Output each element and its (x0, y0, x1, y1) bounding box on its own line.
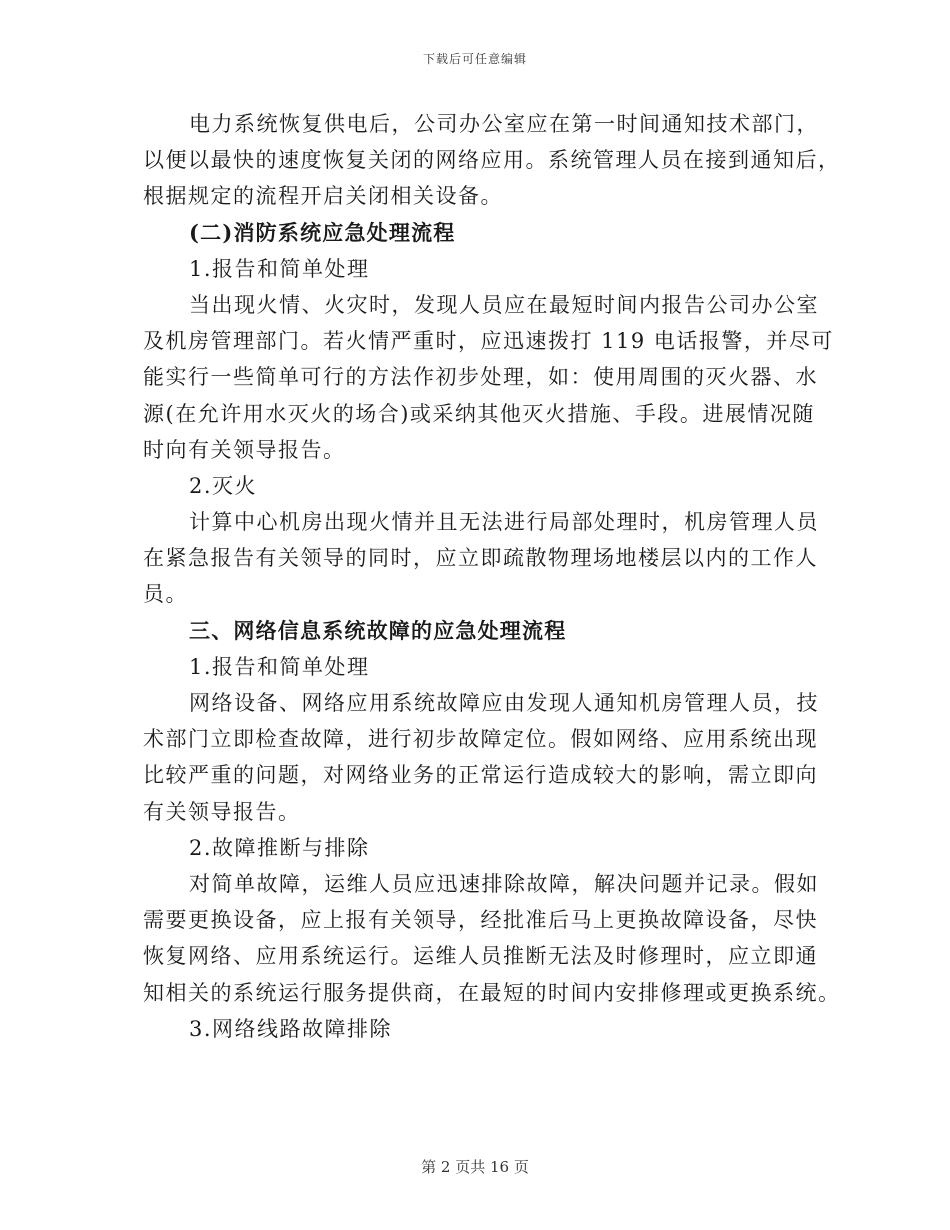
text-line: 在紧急报告有关领导的同时，应立即疏散物理场地楼层以内的工作人 (143, 546, 818, 571)
text-line: 对简单故障，运维人员应迅速排除故障，解决问题并记录。假如 (189, 871, 819, 896)
text-line: 网络设备、网络应用系统故障应由发现人通知机房管理人员，技 (189, 691, 819, 715)
text-line: 能实行一些简单可行的方法作初步处理，如：使用周围的灭火器、水 (143, 365, 818, 390)
text-line: 源(在允许用水灭火的场合)或采纳其他灭火措施、手段。进展情况随 (143, 401, 815, 426)
text-line: 有关领导报告。 (143, 799, 301, 824)
text-line: 时向有关领导报告。 (143, 437, 346, 462)
text-line: 恢复网络、应用系统运行。运维人员推断无法及时修理时，应立即通 (143, 944, 818, 969)
text-line: 1.报告和简单处理 (189, 654, 370, 679)
page-footer: 第 2 页共 16 页 (421, 1158, 529, 1176)
section-heading: 三、网络信息系统故障的应急处理流程 (189, 617, 567, 643)
text-line: 电力系统恢复供电后，公司办公室应在第一时间通知技术部门， (189, 112, 819, 136)
text-line: 及机房管理部门。若火情严重时，应迅速拨打 119 电话报警，并尽可 (143, 329, 834, 354)
text-line: 比较严重的问题，对网络业务的正常运行造成较大的影响，需立即向 (143, 763, 818, 788)
text-line: 知相关的系统运行服务提供商，在最短的时间内安排修理或更换系统。 (143, 980, 841, 1005)
text-line: 3.网络线路故障排除 (189, 1016, 393, 1041)
section-heading: (二)消防系统应急处理流程 (189, 219, 456, 245)
text-line: 计算中心机房出现火情并且无法进行局部处理时，机房管理人员 (189, 510, 819, 535)
text-line: 1.报告和简单处理 (189, 256, 370, 281)
text-line: 2.灭火 (189, 473, 258, 498)
text-line: 2.故障推断与排除 (189, 835, 370, 860)
text-line: 需要更换设备，应上报有关领导，经批准后马上更换故障设备，尽快 (143, 908, 818, 933)
text-line: 术部门立即检查故障，进行初步故障定位。假如网络、应用系统出现 (143, 727, 818, 752)
text-line: 以便以最快的速度恢复关闭的网络应用。系统管理人员在接到通知后， (143, 148, 841, 173)
text-line: 根据规定的流程开启关闭相关设备。 (143, 184, 503, 209)
document-body (143, 106, 841, 1047)
page-header: 下载后可任意编辑 (422, 52, 527, 66)
text-line: 员。 (143, 582, 188, 607)
text-line: 当出现火情、火灾时，发现人员应在最短时间内报告公司办公室 (189, 292, 819, 317)
